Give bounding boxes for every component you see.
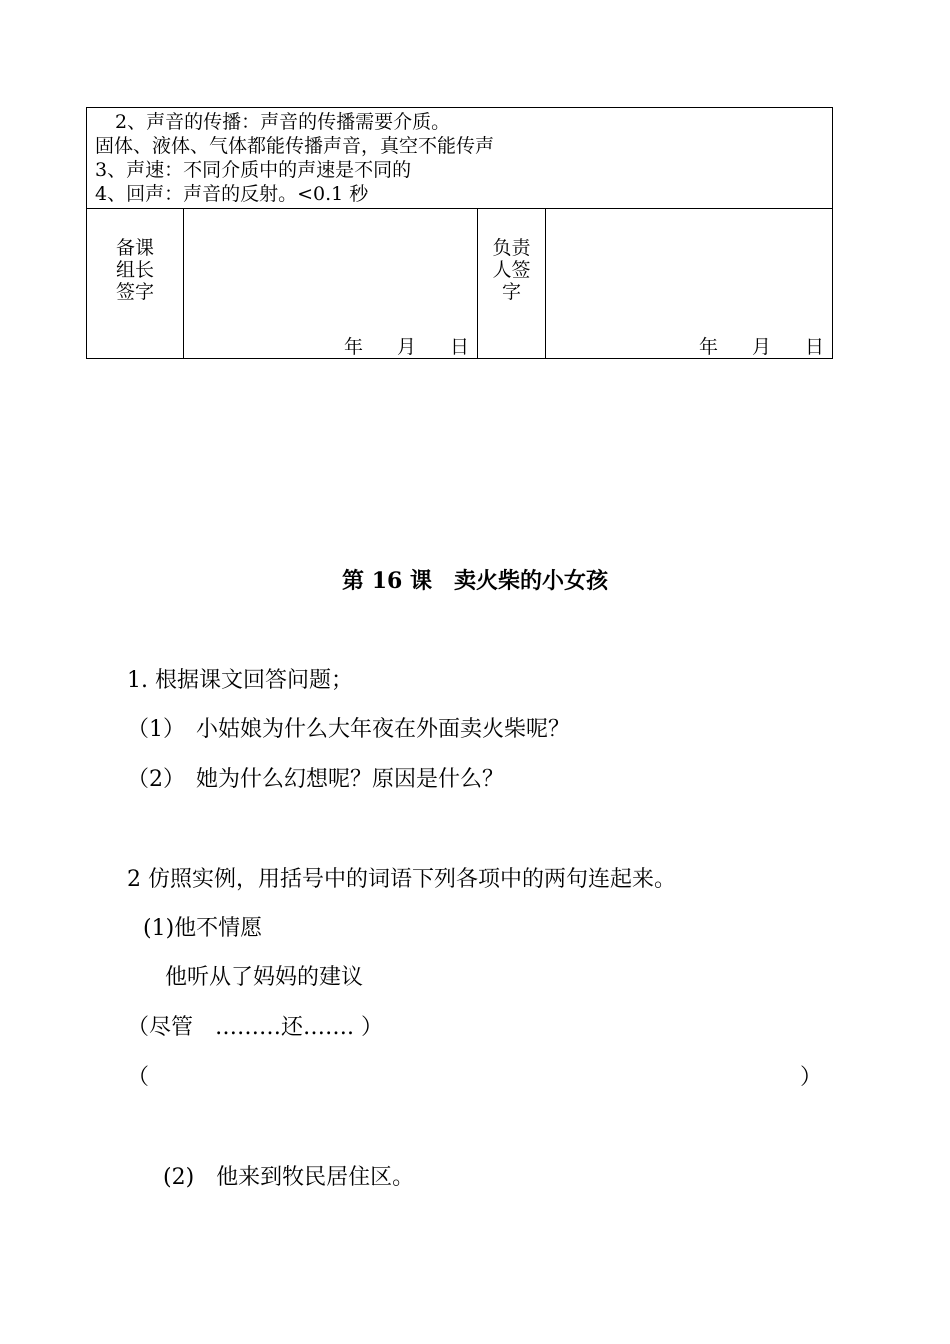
- notes-cell: [87, 108, 833, 209]
- note-line: 2、声音的传播：声音的传播需要介质。: [115, 111, 451, 133]
- question-2: 2 仿照实例，用括号中的词语下列各项中的两句连起来。: [127, 867, 676, 892]
- answer-field[interactable]: [160, 1063, 800, 1093]
- question-2-1a: (1)他不情愿: [143, 916, 263, 941]
- notes-row: [87, 108, 833, 209]
- question-1-1: （1） 小姑娘为什么大年夜在外面卖火柴呢？: [127, 717, 570, 742]
- answer-paren-close: ）: [800, 1065, 823, 1090]
- answer-paren-open: （: [127, 1065, 150, 1090]
- signature-table-wrapper: [86, 107, 832, 359]
- question-1-2: （2） 她为什么幻想呢？原因是什么？: [127, 767, 504, 792]
- leader-signature-field[interactable]: [184, 209, 478, 359]
- date-line: 年 月 日: [343, 336, 469, 358]
- leader-signature-label: 备课 组长 签字: [87, 209, 184, 359]
- question-2-1b: 他听从了妈妈的建议: [165, 965, 364, 990]
- note-line: 3、声速：不同介质中的声速是不同的: [95, 159, 412, 181]
- question-2-2: (2) 他来到牧民居住区。: [163, 1165, 415, 1190]
- signature-row: [87, 209, 833, 359]
- question-1: 1. 根据课文回答问题；: [127, 668, 353, 693]
- date-line: 年 月 日: [698, 336, 825, 358]
- responsible-signature-label: 负责 人签 字: [478, 209, 546, 359]
- note-line: 固体、液体、气体都能传播声音，真空不能传声: [95, 135, 495, 157]
- lesson-title: 第 16 课 卖火柴的小女孩: [342, 568, 608, 594]
- note-line: 4、回声：声音的反射。<0.1 秒: [95, 183, 369, 205]
- question-2-1-hint: （尽管 ………还……. ）: [127, 1015, 383, 1040]
- signature-table: [86, 107, 833, 359]
- responsible-signature-field[interactable]: [546, 209, 833, 359]
